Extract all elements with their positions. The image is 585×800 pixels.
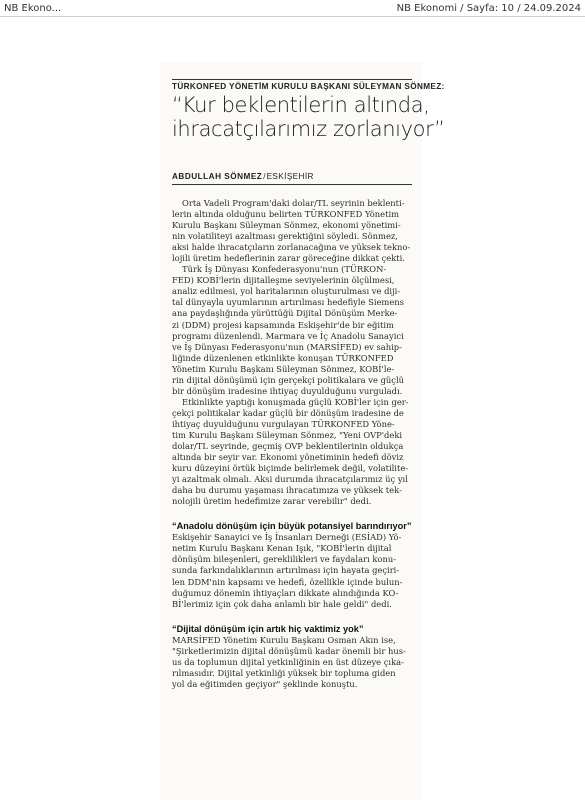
text-line: Etkinlikte yaptığı konuşmada güçlü KOBİ'ler için ger- [182,396,409,407]
section-gap [172,507,417,521]
text-line: sunda farkındalıklarının artırılması için hayata geçiri- [172,565,400,576]
subheading-1: “Anadolu dönüşüm için büyük potansiyel barındırıyor” [172,521,412,532]
text-line: rılmasıdır. Dijital yetkinliği yüksek bir topluma giden [172,667,396,678]
text-line: us da toplumun dijital yetkinliğinin en üst düzeye çıka- [172,656,404,667]
text-line: programı düzenlendi. Marmara ve İç Anadolu Sanayici [172,330,404,341]
author-name: ABDULLAH SÖNMEZ [172,172,263,181]
paragraph-5 [172,635,417,690]
text-line: MARSİFED Yönetim Kurulu Başkanı Osman Akın ise, [172,634,396,645]
byline-city: ESKİŞEHİR [266,172,314,181]
text-line: aksi halde ihracatçıların zorlanacağına ve yüksek tekno- [172,242,411,253]
article-body [172,198,417,690]
text-line: dönüşüm bileşenleri, gereklilikleri ve faydaları konu- [172,554,397,565]
text-line: altında bir seyir var. Ekonomi yönetiminin hedefi döviz [172,452,404,463]
article-headline [172,93,445,141]
text-line: analiz edilmesi, yol haritalarının oluşturulması ve diji- [172,286,401,297]
text-line: rin dijital dönüşümü için gerçekçi politikalara ve güçlü [172,374,405,385]
text-line: daha bu durumu yaşaması ihracatımıza ve yüksek tek- [172,485,402,496]
text-line: lerin altında olduğunu belirten TÜRKONFED Yönetim [172,209,400,220]
paragraph-4 [172,532,417,609]
text-line: len DDM'nin kapsamı ve hedefi, özellikle içinde bulun- [172,576,403,587]
text-line: liğinde düzenlenen etkinlikte konuşan TÜRKONFED [172,352,394,363]
text-line: zi (DDM) projesi kapsamında Eskişehir'de bir eğitim [172,319,394,330]
byline-separator: / [263,172,266,181]
article-kicker: TÜRKONFED YÖNETİM KURULU BAŞKANI SÜLEYMAN SÖNMEZ: [172,79,412,91]
text-line: bir dönüşüm iradesine ihtiyaç duyulduğunu vurguladı. [172,385,403,396]
text-line: ihtiyaç duyulduğunu vurgulayan TÜRKONFED Yöne- [172,418,395,429]
source-label: NB Ekono... [4,3,62,14]
text-line: yol da eğitimden geçiyor" şeklinde konuştu. [172,678,358,689]
section-gap [172,610,417,624]
text-line: Orta Vadeli Program'daki dolar/TL seyrinin beklenti- [182,198,405,208]
text-line: ve İş Dünyası Federasyonu'nun (MARSİFED) ev sahip- [172,341,402,352]
paragraph-2 [172,264,417,397]
paragraph-3 [172,397,417,507]
article-byline [172,172,412,185]
headline-line-1: “Kur beklentilerin altında, [172,93,430,117]
text-line: nin volatiliteyi azaltması gerektiğini söyledi. Sönmez, [172,231,398,242]
text-line: Bİ'lerimiz için çok daha anlamlı bir hale geldi" dedi. [172,598,392,609]
text-line: "Şirketlerimizin dijital dönüşümü kadar önemli bir hus- [172,645,406,656]
text-line: duğumuz dönemin ihtiyaçları dikkate alındığında KO- [172,587,399,598]
text-line: tal dünyayla uyumlarının artırılması hedefiyle Siemens [172,297,404,308]
text-line: Yönetim Kurulu Başkanı Süleyman Sönmez, KOBİ'le- [172,363,395,374]
viewer-header [0,0,585,18]
text-line: tim Kurulu Başkanı Süleyman Sönmez, "Yeni OVP'deki [172,429,403,440]
text-line: FED) KOBİ'lerin dijitalleşme seviyelerinin ölçülmesi, [172,275,395,286]
subheading-2: “Dijital dönüşüm için artık hiç vaktimiz yok” [172,623,364,634]
newspaper-clipping [160,62,445,800]
text-line: ana paydaşlığında yürüttüğü Dijital Dönüşüm Merke- [172,308,398,319]
text-line: yi azaltmak olmalı. Aksi durumda ihracatçılarımız üç yıl [172,474,408,485]
text-line: dolar/TL seyrinde, geçmiş OVP beklentilerinin oldukça [172,441,404,452]
text-line: netim Kurulu Başkanı Kenan Işık, "KOBİ'lerin dijital [172,543,392,554]
text-line: lojili üretim hedeflerinin zarar göreceğine dikkat çekti. [172,253,405,264]
text-line: kuru düzeyini örtük biçimde belirlemek değil, volatilite- [172,463,409,474]
text-line: Kurulu Başkanı Süleyman Sönmez, ekonomi yönetimi- [172,220,401,231]
text-line: Türk İş Dünyası Konfederasyonu'nun (TÜRKON- [182,264,387,275]
header-divider [0,16,585,17]
text-line: çekçi politikalar kadar güçlü bir dönüşüm iradesine de [172,407,404,418]
publication-info: NB Ekonomi / Sayfa: 10 / 24.09.2024 [396,3,581,14]
paragraph-1 [172,198,417,264]
text-line: nolojili üretim hedefimize zarar verebilir" dedi. [172,496,372,507]
headline-line-2: ihracatçılarımız zorlanıyor” [172,117,445,141]
text-line: Eskişehir Sanayici ve İş İnsanları Derneği (ESİAD) Yö- [172,532,402,543]
